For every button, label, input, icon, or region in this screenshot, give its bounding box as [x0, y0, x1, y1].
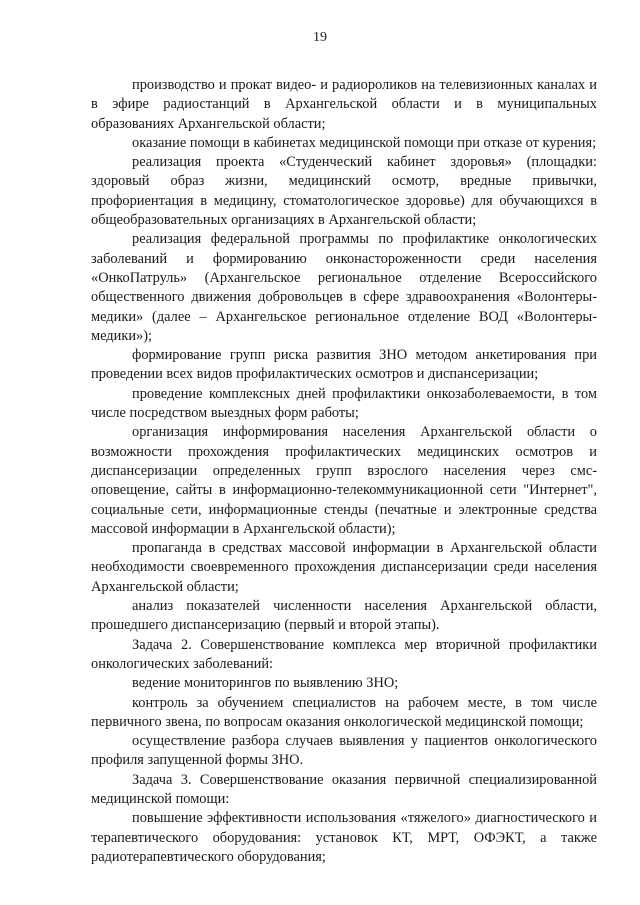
- page-number: 19: [313, 30, 327, 45]
- document-body: [91, 76, 597, 867]
- paragraph-smoking-cessation: оказание помощи в кабинетах медицинской помощи при отказе от курения;: [132, 134, 597, 151]
- paragraph-oncopatrol: реализация федеральной программы по профилактике онкологических заболеваний и формированию онконастороженности среди населения «ОнкоПатруль» (Архангельское региональное отделение Всероссийского общественного движения добровольцев в сфере здравоохранения «Волонтеры-медики» (далее – Архангельское региональное отделение ВОД «Волонтеры-медики»);: [91, 231, 597, 344]
- paragraph-student-health-office: реализация проекта «Студенческий кабинет здоровья» (площадки: здоровый образ жизни, медицинский осмотр, вредные привычки, профориентация в медицину, стоматологическое здоровье) для обучающихся в общеобразовательных организациях в Архангельской области;: [91, 154, 597, 229]
- paragraph-monitoring: ведение мониторингов по выявлению ЗНО;: [132, 675, 399, 692]
- paragraph-video-production: производство и прокат видео- и радиороликов на телевизионных каналах и в эфире радиостанций в Архангельской области и в муниципальных образованиях Архангельской области;: [91, 77, 597, 132]
- paragraph-task-3: Задача 3. Совершенствование оказания первичной специализированной медицинской помощи:: [91, 771, 597, 807]
- paragraph-task-2: Задача 2. Совершенствование комплекса мер вторичной профилактики онкологических заболеваний:: [91, 636, 597, 672]
- paragraph-training-control: контроль за обучением специалистов на рабочем месте, в том числе первичного звена, по вопросам оказания онкологической медицинской помощи;: [91, 694, 597, 730]
- paragraph-media-propaganda: пропаганда в средствах массовой информации в Архангельской области необходимости своевременного прохождения диспансеризации среди населения Архангельской области;: [91, 540, 597, 595]
- paragraph-equipment-efficiency: повышение эффективности использования «тяжелого» диагностического и терапевтического оборудования: установок КТ, МРТ, ОФЭКТ, а также радиотерапевтического оборудования;: [91, 810, 597, 865]
- paragraph-informing-population: организация информирования населения Архангельской области о возможности прохождения профилактических медицинских осмотров и диспансеризации определенных групп взрослого населения через смс-оповещение, сайты в информационно-телекоммуникационной сети "Интернет", социальные сети, информационные стенды (печатные и электронные средства массовой информации в Архангельской области);: [91, 424, 597, 537]
- paragraph-prevention-days: проведение комплексных дней профилактики онкозаболеваемости, в том числе посредством выездных форм работы;: [91, 385, 597, 422]
- paragraph-risk-groups: формирование групп риска развития ЗНО методом анкетирования при проведении всех видов профилактических осмотров и диспансеризации;: [91, 347, 597, 383]
- paragraph-case-review: осуществление разбора случаев выявления у пациентов онкологического профиля запущенной формы ЗНО.: [91, 733, 597, 769]
- paragraph-population-analysis: анализ показателей численности населения Архангельской области, прошедшего диспансеризацию (первый и второй этапы).: [91, 598, 597, 634]
